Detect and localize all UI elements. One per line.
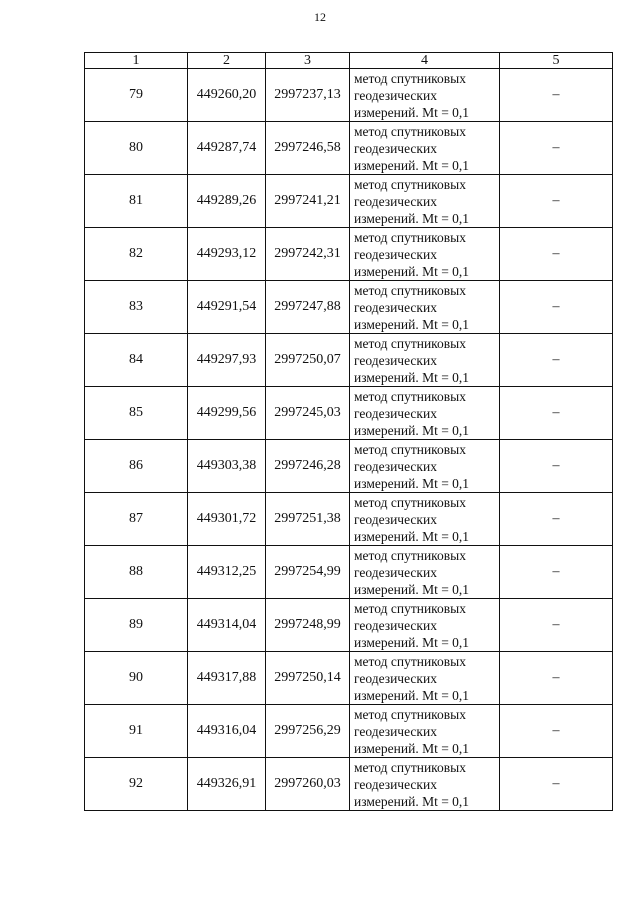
- x-coordinate-cell: 449326,91: [188, 758, 266, 811]
- note-cell: –: [500, 228, 613, 281]
- x-coordinate-cell: 449316,04: [188, 705, 266, 758]
- method-cell: метод спутниковых геодезических измерений. Mt = 0,1: [350, 599, 500, 652]
- header-cell-2: 2: [188, 53, 266, 69]
- method-cell: метод спутниковых геодезических измерений. Mt = 0,1: [350, 493, 500, 546]
- x-coordinate-cell: 449303,38: [188, 440, 266, 493]
- method-cell: метод спутниковых геодезических измерений. Mt = 0,1: [350, 652, 500, 705]
- table-row: [85, 122, 613, 175]
- header-cell-5: 5: [500, 53, 613, 69]
- table-row: [85, 493, 613, 546]
- y-coordinate-cell: 2997254,99: [266, 546, 350, 599]
- point-number-cell: 87: [85, 493, 188, 546]
- table-row: [85, 599, 613, 652]
- x-coordinate-cell: 449299,56: [188, 387, 266, 440]
- x-coordinate-cell: 449312,25: [188, 546, 266, 599]
- coordinates-table: [84, 52, 613, 811]
- y-coordinate-cell: 2997246,58: [266, 122, 350, 175]
- header-row: [85, 53, 613, 69]
- x-coordinate-cell: 449287,74: [188, 122, 266, 175]
- note-cell: –: [500, 334, 613, 387]
- x-coordinate-cell: 449317,88: [188, 652, 266, 705]
- table-row: [85, 440, 613, 493]
- note-cell: –: [500, 758, 613, 811]
- method-cell: метод спутниковых геодезических измерений. Mt = 0,1: [350, 546, 500, 599]
- table-row: [85, 334, 613, 387]
- method-cell: метод спутниковых геодезических измерений. Mt = 0,1: [350, 758, 500, 811]
- method-cell: метод спутниковых геодезических измерений. Mt = 0,1: [350, 69, 500, 122]
- table-row: [85, 281, 613, 334]
- method-cell: метод спутниковых геодезических измерений. Mt = 0,1: [350, 175, 500, 228]
- point-number-cell: 89: [85, 599, 188, 652]
- note-cell: –: [500, 122, 613, 175]
- point-number-cell: 86: [85, 440, 188, 493]
- x-coordinate-cell: 449260,20: [188, 69, 266, 122]
- note-cell: –: [500, 652, 613, 705]
- y-coordinate-cell: 2997241,21: [266, 175, 350, 228]
- table-row: [85, 546, 613, 599]
- table-row: [85, 175, 613, 228]
- page-number: 12: [314, 10, 326, 24]
- note-cell: –: [500, 440, 613, 493]
- note-cell: –: [500, 546, 613, 599]
- point-number-cell: 84: [85, 334, 188, 387]
- x-coordinate-cell: 449301,72: [188, 493, 266, 546]
- table-row: [85, 387, 613, 440]
- point-number-cell: 91: [85, 705, 188, 758]
- point-number-cell: 83: [85, 281, 188, 334]
- note-cell: –: [500, 493, 613, 546]
- header-cell-3: 3: [266, 53, 350, 69]
- method-cell: метод спутниковых геодезических измерений. Mt = 0,1: [350, 122, 500, 175]
- method-cell: метод спутниковых геодезических измерений. Mt = 0,1: [350, 440, 500, 493]
- y-coordinate-cell: 2997248,99: [266, 599, 350, 652]
- point-number-cell: 90: [85, 652, 188, 705]
- y-coordinate-cell: 2997246,28: [266, 440, 350, 493]
- x-coordinate-cell: 449293,12: [188, 228, 266, 281]
- y-coordinate-cell: 2997251,38: [266, 493, 350, 546]
- table-row: [85, 652, 613, 705]
- y-coordinate-cell: 2997256,29: [266, 705, 350, 758]
- note-cell: –: [500, 175, 613, 228]
- y-coordinate-cell: 2997250,07: [266, 334, 350, 387]
- method-cell: метод спутниковых геодезических измерений. Mt = 0,1: [350, 387, 500, 440]
- table-row: [85, 758, 613, 811]
- point-number-cell: 88: [85, 546, 188, 599]
- table-row: [85, 228, 613, 281]
- table-header: [85, 53, 613, 69]
- point-number-cell: 85: [85, 387, 188, 440]
- method-cell: метод спутниковых геодезических измерений. Mt = 0,1: [350, 281, 500, 334]
- method-cell: метод спутниковых геодезических измерений. Mt = 0,1: [350, 228, 500, 281]
- point-number-cell: 92: [85, 758, 188, 811]
- y-coordinate-cell: 2997242,31: [266, 228, 350, 281]
- point-number-cell: 80: [85, 122, 188, 175]
- point-number-cell: 81: [85, 175, 188, 228]
- note-cell: –: [500, 705, 613, 758]
- y-coordinate-cell: 2997247,88: [266, 281, 350, 334]
- note-cell: –: [500, 281, 613, 334]
- table-row: [85, 69, 613, 122]
- header-cell-4: 4: [350, 53, 500, 69]
- point-number-cell: 79: [85, 69, 188, 122]
- note-cell: –: [500, 69, 613, 122]
- x-coordinate-cell: 449314,04: [188, 599, 266, 652]
- note-cell: –: [500, 387, 613, 440]
- note-cell: –: [500, 599, 613, 652]
- method-cell: метод спутниковых геодезических измерений. Mt = 0,1: [350, 705, 500, 758]
- table-row: [85, 705, 613, 758]
- y-coordinate-cell: 2997250,14: [266, 652, 350, 705]
- x-coordinate-cell: 449297,93: [188, 334, 266, 387]
- point-number-cell: 82: [85, 228, 188, 281]
- y-coordinate-cell: 2997237,13: [266, 69, 350, 122]
- header-cell-1: 1: [85, 53, 188, 69]
- x-coordinate-cell: 449289,26: [188, 175, 266, 228]
- method-cell: метод спутниковых геодезических измерений. Mt = 0,1: [350, 334, 500, 387]
- x-coordinate-cell: 449291,54: [188, 281, 266, 334]
- table-body: [85, 69, 613, 811]
- y-coordinate-cell: 2997245,03: [266, 387, 350, 440]
- y-coordinate-cell: 2997260,03: [266, 758, 350, 811]
